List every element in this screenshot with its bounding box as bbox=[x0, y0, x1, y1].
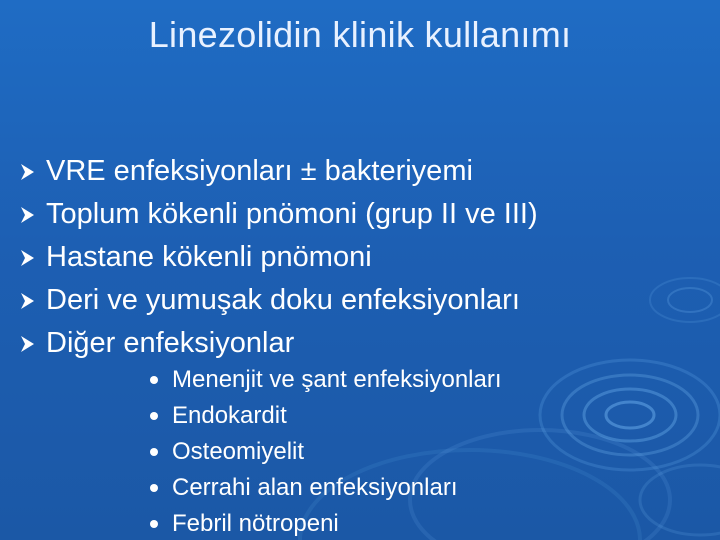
bullet-text: Diğer enfeksiyonlar bbox=[46, 327, 295, 359]
bullet-item bbox=[18, 236, 538, 279]
dot-bullet-icon bbox=[150, 484, 158, 492]
sub-bullet-list bbox=[150, 362, 502, 540]
dot-bullet-icon bbox=[150, 520, 158, 528]
arrow-bullet-icon bbox=[18, 249, 36, 267]
bullet-item bbox=[18, 193, 538, 236]
sub-bullet-text: Febril nötropeni bbox=[172, 510, 339, 537]
sub-bullet-item bbox=[150, 470, 502, 506]
bullet-text: Deri ve yumuşak doku enfeksiyonları bbox=[46, 284, 520, 316]
sub-bullet-text: Osteomiyelit bbox=[172, 438, 305, 465]
sub-bullet-text: Menenjit ve şant enfeksiyonları bbox=[172, 366, 502, 393]
slide-title: Linezolidin klinik kullanımı bbox=[148, 14, 572, 55]
bullet-list bbox=[18, 150, 538, 365]
bullet-text: Toplum kökenli pnömoni (grup II ve III) bbox=[46, 198, 538, 230]
bullet-item bbox=[18, 279, 538, 322]
arrow-bullet-icon bbox=[18, 335, 36, 353]
arrow-bullet-icon bbox=[18, 206, 36, 224]
bullet-text: Hastane kökenli pnömoni bbox=[46, 241, 372, 273]
bullet-item bbox=[18, 322, 538, 365]
sub-bullet-item bbox=[150, 434, 502, 470]
arrow-bullet-icon bbox=[18, 163, 36, 181]
sub-bullet-text: Endokardit bbox=[172, 402, 287, 429]
arrow-bullet-icon bbox=[18, 292, 36, 310]
sub-bullet-item bbox=[150, 362, 502, 398]
dot-bullet-icon bbox=[150, 376, 158, 384]
sub-bullet-item bbox=[150, 506, 502, 540]
dot-bullet-icon bbox=[150, 448, 158, 456]
sub-bullet-text: Cerrahi alan enfeksiyonları bbox=[172, 474, 458, 501]
sub-bullet-item bbox=[150, 398, 502, 434]
bullet-text: VRE enfeksiyonları ± bakteriyemi bbox=[46, 155, 473, 187]
dot-bullet-icon bbox=[150, 412, 158, 420]
bullet-item bbox=[18, 150, 538, 193]
